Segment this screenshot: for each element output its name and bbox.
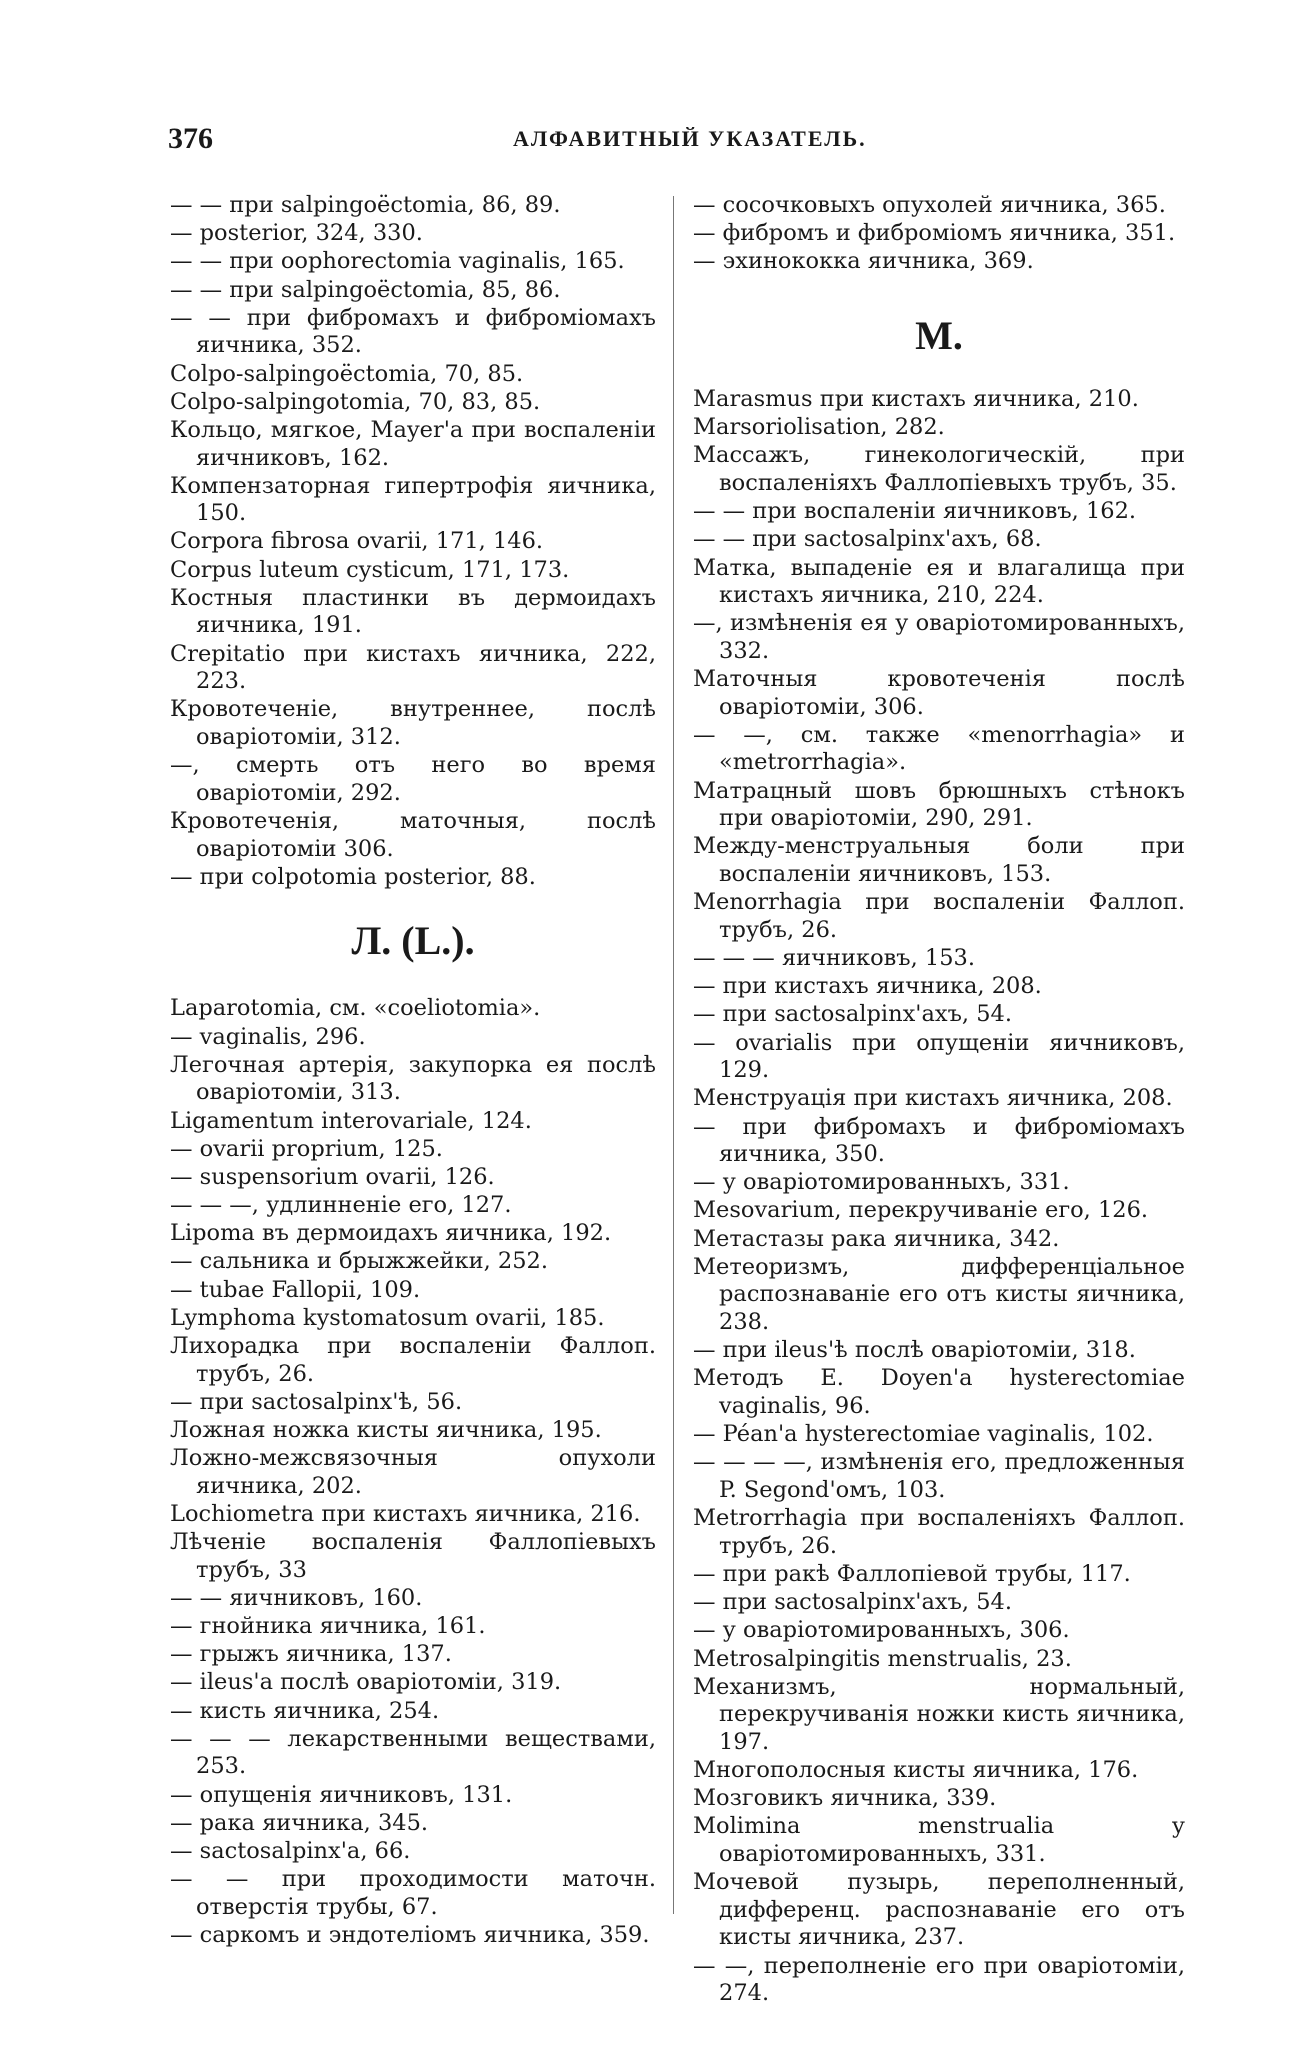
index-entry: Lymphoma kystomatosum ovarii, 185. [170, 1304, 605, 1331]
index-entry: — ovarialis при опущеніи яичниковъ, 129. [693, 1029, 1185, 1084]
index-entry: Лихорадка при воспаленіи Фаллоп. трубъ, 26. [170, 1333, 656, 1387]
index-entry: — сосочковыхъ опухолей яичника, 365. [693, 192, 1166, 218]
index-entry: — рака яичника, 345. [170, 1809, 429, 1836]
index-entry: Многополосныя кисты яичника, 176. [693, 1757, 1139, 1784]
index-entry: — при sactosalpinx'ѣ, 56. [170, 1388, 463, 1415]
index-entry: — — при salpingoëctomia, 86, 89. [170, 192, 561, 218]
index-entry: Marasmus при кистахъ яичника, 210. [693, 385, 1139, 412]
index-entry: Легочная артерія, закупорка ея послѣ оваріотоміи, 313. [170, 1051, 656, 1106]
index-entry: — sactosalpinx'а, 66. [170, 1838, 411, 1864]
index-entry: — у оваріотомированныхъ, 331. [693, 1169, 1070, 1196]
index-entry: Ложно-межсвязочныя опухоли яичника, 202. [170, 1445, 656, 1499]
index-entry: — эхинококка яичника, 369. [693, 248, 1034, 275]
index-entry: — при фибромахъ и фиброміомахъ яичника, 350. [693, 1113, 1185, 1168]
index-entry: Lochiometra при кистахъ яичника, 216. [170, 1500, 641, 1527]
index-entry: Менструація при кистахъ яичника, 208. [693, 1085, 1173, 1112]
index-entry: Colpo-salpingoëctomia, 70, 85. [170, 360, 524, 387]
index-entry: Ligamentum interovariale, 124. [170, 1107, 532, 1134]
page-number: 376 [168, 122, 213, 155]
index-entry: Ложная ножка кисты яичника, 195. [170, 1416, 602, 1443]
index-entry: — — при oophorectomia vaginalis, 165. [170, 248, 625, 275]
index-entry: — — —, удлинненіе его, 127. [170, 1192, 512, 1219]
index-entry: — гнойника яичника, 161. [170, 1613, 486, 1640]
index-entry: — при ракѣ Фаллопіевой трубы, 117. [693, 1560, 1131, 1587]
index-entry: — при кистахъ яичника, 208. [693, 973, 1042, 1000]
index-entry: — при ileus'ѣ послѣ оваріотоміи, 318. [693, 1337, 1136, 1364]
index-entry: — у оваріотомированныхъ, 306. [693, 1617, 1070, 1644]
index-entry: Методъ E. Doyen'а hysterectomiae vaginalis, 96. [693, 1365, 1185, 1419]
right-entries-section [693, 386, 1185, 2008]
index-entry: — tubae Fallopii, 109. [170, 1276, 421, 1303]
index-entry: Метеоризмъ, дифференціальное распознаваніе его отъ кисты яичника, 238. [693, 1253, 1185, 1336]
index-entry: Laparotomia, см. «coeliotomia». [170, 995, 541, 1022]
index-entry: Мозговикъ яичника, 339. [693, 1785, 997, 1812]
index-entry: — suspensorium ovarii, 126. [170, 1163, 495, 1190]
left-entries-top [170, 192, 656, 891]
column-divider [673, 196, 674, 1914]
index-entry: — — — яичниковъ, 153. [693, 944, 976, 971]
running-title: АЛФАВИТНЫЙ УКАЗАТЕЛЬ. [513, 126, 867, 151]
index-entry: — —, переполненіе его при оваріотоміи, 274. [693, 1952, 1185, 2007]
index-entry: —, измѣненія ея у оваріотомированныхъ, 332. [693, 610, 1185, 664]
index-entry: Маточныя кровотеченія послѣ оваріотоміи, 306. [693, 666, 1185, 720]
index-entry: — — при sactosalpinx'ахъ, 68. [693, 526, 1042, 553]
index-entry: Кольцо, мягкое, Mayer'а при воспаленіи яичниковъ, 162. [170, 416, 656, 471]
index-entry: — Péan'а hysterectomiae vaginalis, 102. [693, 1421, 1154, 1448]
index-entry: — фибромъ и фиброміомъ яичника, 351. [693, 220, 1176, 247]
index-entry: Marsoriolisation, 282. [693, 414, 945, 441]
index-entry: — при colpotomia posterior, 88. [170, 863, 536, 890]
section-heading-m: М. [915, 312, 963, 358]
index-entry: — опущенія яичниковъ, 131. [170, 1781, 513, 1808]
index-entry: — — яичниковъ, 160. [170, 1584, 423, 1611]
index-entry: — — — —, измѣненія его, предложенныя P. Segond'омъ, 103. [693, 1449, 1185, 1503]
index-entry: — кисть яичника, 254. [170, 1697, 440, 1724]
index-entry: — при sactosalpinx'ахъ, 54. [693, 1589, 1012, 1616]
index-entry: — —, см. также «menorrhagia» и «metrorrhagia». [693, 721, 1185, 776]
index-entry: Механизмъ, нормальный, перекручиванія ножки кисть яичника, 197. [693, 1673, 1185, 1755]
index-entry: — — при воспаленіи яичниковъ, 162. [693, 498, 1137, 525]
index-entry: — vaginalis, 296. [170, 1023, 366, 1050]
index-entry: Компензаторная гипертрофія яичника, 150. [170, 472, 656, 527]
index-entry: — — при проходимости маточн. отверстія трубы, 67. [170, 1866, 656, 1920]
index-entry: Molimina menstrualia у оваріотомированныхъ, 331. [693, 1813, 1185, 1868]
index-entry: Menorrhagia при воспаленіи Фаллоп. трубъ, 26. [693, 889, 1185, 943]
index-entry: Lipoma въ дермоидахъ яичника, 192. [170, 1220, 612, 1247]
index-entry: — — при фибромахъ и фиброміомахъ яичника, 352. [170, 304, 656, 359]
index-entry: — ovarii proprium, 125. [170, 1135, 443, 1162]
index-entry: Лѣченіе воспаленія Фаллопіевыхъ трубъ, 33 [170, 1529, 656, 1583]
index-entry: — — при salpingoëctomia, 85, 86. [170, 276, 561, 303]
index-entry: Метастазы рака яичника, 342. [693, 1225, 1060, 1252]
index-entry: — posterior, 324, 330. [170, 220, 423, 247]
index-entry: — сальника и брыжжейки, 252. [170, 1248, 549, 1275]
index-entry: Metrorrhagia при воспаленіяхъ Фаллоп. трубъ, 26. [693, 1505, 1185, 1559]
index-entry: Corpus luteum cysticum, 171, 173. [170, 556, 570, 583]
index-entry: Metrosalpingitis menstrualis, 23. [693, 1645, 1072, 1672]
left-column [170, 192, 656, 1950]
index-entry: Матрацный шовъ брюшныхъ стѣнокъ при оваріотоміи, 290, 291. [693, 777, 1185, 832]
index-entry: — ileus'а послѣ оваріотоміи, 319. [170, 1669, 562, 1696]
index-entry: Мочевой пузырь, переполненный, дифференц. распознаваніе его отъ кисты яичника, 237. [693, 1869, 1185, 1951]
right-column [693, 192, 1185, 2008]
index-entry: Crepitatio при кистахъ яичника, 222, 223. [170, 640, 656, 695]
index-entry: —, смерть отъ него во время оваріотоміи, 292. [170, 752, 656, 806]
section-heading-l: Л. (L.). [351, 918, 475, 964]
index-entry: Между-менструальныя боли при воспаленіи яичниковъ, 153. [693, 833, 1185, 887]
index-entry: Массажъ, гинекологическій, при воспаленіяхъ Фаллопіевыхъ трубъ, 35. [693, 442, 1185, 496]
index-entry: — при sactosalpinx'ахъ, 54. [693, 1001, 1012, 1028]
index-entry: Colpo-salpingotomia, 70, 83, 85. [170, 388, 541, 415]
left-entries-section [170, 995, 656, 1949]
index-entry: Mesovarium, перекручиваніе его, 126. [693, 1197, 1149, 1224]
index-entry: Матка, выпаденіе ея и влагалища при кистахъ яичника, 210, 224. [693, 554, 1185, 609]
index-entry: — — — лекарственными веществами, 253. [170, 1725, 656, 1780]
index-entry: — грыжъ яичника, 137. [170, 1641, 452, 1668]
index-entry: Кровотеченія, маточныя, послѣ оваріотоміи 306. [170, 807, 656, 862]
index-entry: Кровотеченіе, внутреннее, послѣ оваріотоміи, 312. [170, 696, 656, 750]
index-entry: — саркомъ и эндотеліомъ яичника, 359. [170, 1921, 650, 1948]
index-entry: Костныя пластинки въ дермоидахъ яичника, 191. [170, 584, 656, 639]
right-entries-top [693, 192, 1185, 276]
index-entry: Corpora fibrosa ovarii, 171, 146. [170, 528, 544, 555]
